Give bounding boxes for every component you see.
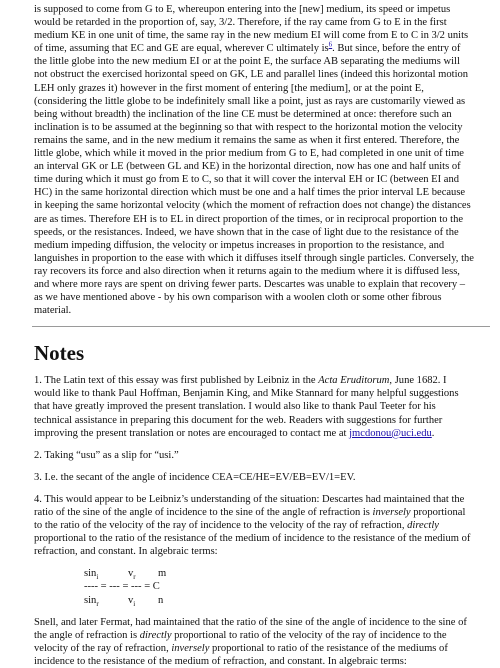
formula-subscript: r bbox=[96, 599, 99, 608]
formula-subscript: i bbox=[133, 599, 136, 608]
formula-term: sin bbox=[84, 568, 97, 580]
notes-heading: Notes bbox=[34, 341, 85, 366]
formula-subscript: i bbox=[96, 573, 99, 582]
formula-numerator-row bbox=[84, 567, 500, 580]
paragraph-text: . But since, before the entry of the little globe into the new medium EI or at the point E, the surface AB separating the mediums will not obstruct the exercised horizontal speed on GK, LE and parallel lines (indeed this horizontal motion LEH only grazes it) however in the first moment of entering [the medium], or at the point E, (considering the little globe to be indefinitely small like a point, just as rays are customarily viewed as being without breadth) the inclination of the line CE must be determined at once: therefore such an inclination is to be assumed at the beginning so that with respect to the horizontal motion the velocity remains the same, and in the new medium it remains the same as when it first entered. Therefore, the little globe, which while it moved in the prior medium from G to E, had completed in one unit of time an interval GK or LE (between GL and KE) in the horizontal direction, now has one and half units of time during which it must go from E to C, so that it will cover the interval EH or IC (between EI and HC) in the same horizontal direction which must be one and a half times the prior interval LE because in keeping the same horizontal velocity (which the moment of refraction does not change) the distances are as times. Therefore EH is to EL in direct proportion of the times, or in reciprocal proportion to the speeds, or the resistances. Indeed, we have shown that in the case of light due to the resistance of the medium impeding diffusion, the velocity or impetus increases in proportion to the resistance, and languishes in proportion to the ease with which it diffuses itself through single particles. Conversely, the ray recovers its force and also direction when it returns again to the medium where it is diffused less, and where more rays are spent on driving fewer parts. Descartes was unable to explain that recovery – as we have mentioned above - by his own comparison with a woolen cloth or some other fibrous material. bbox=[34, 43, 474, 317]
note-1 bbox=[34, 374, 474, 439]
note-4 bbox=[34, 493, 474, 558]
formula-fraction-bars: ---- = --- = --- = C bbox=[84, 581, 160, 593]
note-text: proportional to the ratio of the resistance of the medium of incidence to the resistance of the medium of refraction, and constant. In algebraic terms: bbox=[34, 533, 471, 558]
note-text: proportional to ratio of the resistance of the mediums of incidence to the resistance of the medium of refraction, and constant. In algebraic terms: bbox=[34, 642, 448, 667]
horizontal-rule bbox=[32, 326, 490, 327]
emphasis: directly bbox=[139, 629, 172, 641]
formula-term: n bbox=[158, 594, 164, 606]
emphasis: inversely bbox=[171, 642, 210, 654]
document-page bbox=[0, 3, 500, 667]
journal-title: Acta Eruditorum bbox=[318, 375, 390, 387]
note-text: Snell, and later Fermat, had maintained that the ratio of the sine of the angle of incidence to the sine of the angle of refraction is bbox=[34, 616, 467, 641]
note-3: 3. I.e. the secant of the angle of incidence CEA=CE/HE=EV/EB=EV/1=EV. bbox=[34, 471, 356, 483]
note-text: proportional to ratio of the velocity of the ray of incidence to the velocity of the ray of refraction, bbox=[34, 629, 447, 654]
note-text: , June 1682. I would like to thank Paul Hoffman, Benjamin King, and Mike Stannard for many helpful suggestions that have greatly improved the present translation. I would also like to thank Paul Teeter for his technical assistance in preparing this document for the web. Readers with suggestions for further improving the present translation or notes are encouraged to contact me at bbox=[34, 375, 459, 439]
note-5 bbox=[34, 616, 474, 668]
algebraic-formula bbox=[84, 567, 500, 606]
emphasis: inversely bbox=[372, 507, 411, 518]
formula-denominator-row bbox=[84, 594, 500, 607]
note-text: 4. This would appear to be Leibniz’s understanding of the situation: Descartes had maintained that the ratio of the sine of the angle of incidence to the sine of the angle of refraction is bbox=[34, 493, 465, 518]
note-text: proportional to the ratio of the velocity of the ray of incidence to the velocity of the ray of refraction, bbox=[34, 507, 466, 532]
emphasis: directly bbox=[407, 520, 439, 532]
email-link[interactable]: jmcdonou@uci.edu bbox=[349, 427, 432, 439]
note-text: . bbox=[431, 427, 435, 439]
formula-term: v bbox=[128, 568, 134, 580]
body-paragraph bbox=[34, 3, 474, 317]
formula-term: v bbox=[128, 594, 134, 606]
formula-subscript: r bbox=[133, 573, 136, 582]
formula-term: sin bbox=[84, 594, 97, 606]
note-text: 1. The Latin text of this essay was first published by Leibniz in the bbox=[34, 375, 319, 387]
footnote-link-6[interactable]: 6 bbox=[328, 40, 333, 49]
formula-equals-row bbox=[84, 580, 500, 593]
note-2: 2. Taking “usu” as a slip for “usi.” bbox=[34, 449, 179, 461]
paragraph-text: is supposed to come from G to E, whereupon entering into the [new] medium, its speed or impetus would be retarded in the proportion of, say, 3/2. Therefore, if the ray came from G to E in the first medium KE in one unit of time, the same ray in the new medium EI will come from E to C in 3/2 units of time, assuming that EC and GE are equal, wherever C ultimately is bbox=[34, 4, 469, 55]
formula-term: m bbox=[158, 568, 167, 580]
